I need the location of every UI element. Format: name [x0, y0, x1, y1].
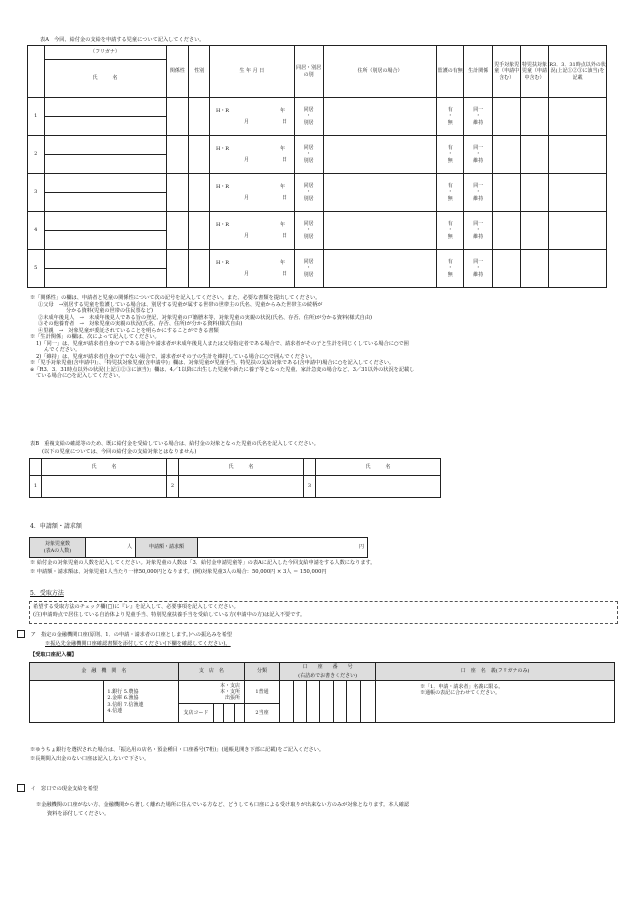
section-5-title: 5．受取方法	[30, 590, 64, 597]
table-row	[28, 174, 607, 193]
child-allowance-field[interactable]	[493, 250, 521, 288]
option-b	[17, 784, 98, 792]
account-digit[interactable]	[306, 681, 319, 723]
relation-field[interactable]	[166, 212, 189, 250]
sex-field[interactable]	[189, 174, 210, 212]
address-field[interactable]	[323, 98, 437, 136]
child-allowance-field[interactable]	[493, 98, 521, 136]
furigana-field[interactable]	[44, 98, 166, 117]
sex-field[interactable]	[189, 136, 210, 174]
cohab-select[interactable]: 同居 ・ 別居	[294, 212, 323, 250]
note-line: 分かる資料(児童の世帯の住民票など)	[66, 308, 154, 314]
note-line: ている場合に○を記入してください。	[36, 373, 124, 379]
account-type-current[interactable]: 2当座	[244, 704, 279, 723]
account-digit[interactable]	[280, 681, 293, 723]
note-line: ③その他養育者 → 対象児童の実親の状況(氏名、存否、住所)が分かる資料(様式自由)	[38, 321, 243, 327]
account-number-header: 口 座 番 号	[280, 663, 376, 672]
address-field[interactable]	[323, 250, 437, 288]
table-b-caption: 表B 重複支給の確認等のため、既に給付金を受給している場合は、給付金の対象となった児童の氏名を記入してください。	[30, 441, 319, 447]
livelihood-select[interactable]: 同一 ・ 維持	[464, 174, 493, 212]
account-digit[interactable]	[333, 681, 346, 723]
furigana-header: （フリガナ）	[44, 46, 166, 60]
custody-select[interactable]: 有 ・ 無	[437, 136, 464, 174]
special-allowance-header: 特児扶対象児童（申請中含む）	[521, 46, 549, 98]
table-row	[28, 212, 607, 231]
account-digit[interactable]	[320, 681, 333, 723]
r3-status-field[interactable]	[549, 136, 607, 174]
table-b-name-field[interactable]	[42, 476, 167, 498]
note-line: ※「R3．3．31時点以外の状況(上記①②③に該当)」欄は、4／1以降に出生した児童や新たに養子等となった児童、家計急変の場合など、3／31以外の状況を記載し	[30, 366, 415, 373]
option-a-label: ア 指定の金融機関口座(原則、1．の申請・請求者の口座とします。)への振込みを希望	[30, 631, 233, 638]
r3-status-header: R3．3．31時点以外の状況(上記①②③に該当)を記載	[549, 46, 607, 98]
custody-select[interactable]: 有 ・ 無	[437, 212, 464, 250]
bank-name-field[interactable]	[30, 681, 104, 723]
table-b-name-header: 氏 名	[316, 459, 441, 476]
note-line: ※「関係性」の欄は、申請者と児童の関係性について次の記号を記入してください。また、必要な書類を提出してください。	[30, 295, 321, 301]
special-allowance-field[interactable]	[521, 136, 549, 174]
birthdate-field[interactable]: H・R 年 月 日	[209, 250, 294, 288]
section-4-note: ※ 給付金の対象児童の人数を記入してください。対象児童の人数は「3．給付金申請児童等」の表Aに記入した今回支給申請をする人数になります。	[30, 560, 376, 566]
child-allowance-field[interactable]	[493, 136, 521, 174]
livelihood-select[interactable]: 同一 ・ 維持	[464, 250, 493, 288]
name-field[interactable]	[44, 231, 166, 250]
branch-name-header: 支 店 名	[178, 663, 244, 681]
bank-section-title: 【受取口座記入欄】	[30, 652, 77, 658]
account-holder-header: 口 座 名 義(フリガナのみ)	[376, 663, 615, 681]
option-a-note: ※振込先金融機関口座確認書類を添付してください(下欄を確認してください)。	[45, 641, 231, 647]
option-b-note: 資料を添付してください。	[47, 811, 110, 817]
furigana-field[interactable]	[44, 174, 166, 193]
section-4-note: ※ 申請額・請求額は、対象児童1人当たり一律50,000円となります。(例)対象児童3人の場合：50,000円 × 3人 ＝ 150,000円	[30, 569, 327, 575]
relation-field[interactable]	[166, 136, 189, 174]
table-b-number: 1	[30, 476, 42, 498]
table-b-number: 2	[167, 476, 179, 498]
option-a-checkbox[interactable]	[17, 630, 25, 638]
custody-header: 監護の有無	[437, 46, 464, 98]
note-line: 2)「維持」は、児童が請求者自身の子でない場合で、請求者がその子の生計を維持している場合に○で囲んでください。	[36, 353, 316, 360]
name-field[interactable]	[44, 117, 166, 136]
r3-status-field[interactable]	[549, 98, 607, 136]
r3-status-field[interactable]	[549, 174, 607, 212]
branch-code-digit[interactable]	[213, 704, 223, 723]
row-number: 5	[28, 250, 45, 288]
table-b-name-header: 氏 名	[179, 459, 304, 476]
row-number: 3	[28, 174, 45, 212]
account-number-subheader: (右詰めでお書きください)	[280, 672, 376, 681]
bank-kind-list: 1.銀行 5.農協 2.金庫 6.漁協 3.信組 7.信漁連 4.信連	[104, 681, 178, 723]
option-b-label: イ 窓口での現金支給を希望	[30, 785, 99, 792]
address-field[interactable]	[323, 136, 437, 174]
relation-field[interactable]	[166, 174, 189, 212]
table-a	[27, 45, 607, 288]
table-b-name-field[interactable]	[316, 476, 441, 498]
table-b	[29, 458, 441, 498]
furigana-field[interactable]	[44, 250, 166, 269]
row-number: 2	[28, 136, 45, 174]
birthdate-field[interactable]: H・R 年 月 日	[209, 212, 294, 250]
r3-status-field[interactable]	[549, 212, 607, 250]
note-line: んでください。	[44, 347, 81, 353]
amount-table	[29, 537, 368, 558]
section-4-title: 4．申請額・請求額	[30, 523, 82, 530]
table-row	[28, 98, 607, 117]
account-digit[interactable]	[360, 681, 376, 723]
table-row	[28, 136, 607, 155]
bank-note: ※長期間入出金のない口座は記入しないで下さい。	[30, 756, 150, 762]
furigana-field[interactable]	[44, 136, 166, 155]
row-number: 4	[28, 212, 45, 250]
livelihood-header: 生計関係	[464, 46, 493, 98]
name-header: 氏 名	[44, 60, 166, 98]
option-b-checkbox[interactable]	[17, 784, 25, 792]
branch-code-digit[interactable]	[234, 704, 244, 723]
sex-header: 性別	[189, 46, 210, 98]
custody-select[interactable]: 有 ・ 無	[437, 174, 464, 212]
table-a-notes	[30, 295, 610, 380]
amount-field[interactable]: 円	[198, 538, 368, 558]
child-allowance-field[interactable]	[493, 212, 521, 250]
bank-table	[29, 662, 615, 723]
amount-label: 申請額・請求額	[136, 538, 198, 558]
branch-code-digit[interactable]	[224, 704, 234, 723]
note-line: ④里親 → 対象児童が委託されていることを明らかにすることができる書類	[38, 327, 219, 334]
note-line: ②未成年後見人 → 未成年後見人である旨の登記、対象児童の戸籍謄本等、対象児童の実親の状況(氏名、存否、住所)が分かる資料(様式自由)	[38, 314, 373, 321]
table-row	[28, 250, 607, 269]
sex-field[interactable]	[189, 212, 210, 250]
cohab-select[interactable]: 同居 ・ 別居	[294, 174, 323, 212]
option-a	[17, 630, 232, 638]
address-field[interactable]	[323, 174, 437, 212]
special-allowance-field[interactable]	[521, 212, 549, 250]
account-holder-field[interactable]: ※「1．申請・請求者」名義に限る。 ※通帳の表記に合わせてください。	[376, 681, 615, 723]
birth-header: 生 年 月 日	[209, 46, 294, 98]
name-field[interactable]	[44, 155, 166, 174]
relation-field[interactable]	[166, 250, 189, 288]
child-allowance-field[interactable]	[493, 174, 521, 212]
child-count-label: 対象児童数 (表Aの人数)	[30, 538, 86, 558]
birthdate-field[interactable]: H・R 年 月 日	[209, 98, 294, 136]
option-b-note: ※金融機関の口座がない方、金融機関から著しく離れた場所に住んでいる方など、どうしても口座による受け取りが出来ない方のみが対象となります。本人確認	[36, 802, 410, 808]
special-allowance-field[interactable]	[521, 98, 549, 136]
note-line: ※「生計関係」の欄は、次によって記入してください。	[30, 334, 160, 340]
table-b-number: 3	[304, 476, 316, 498]
special-allowance-field[interactable]	[521, 250, 549, 288]
branch-code-label: 支店コード	[178, 704, 213, 723]
table-b-name-field[interactable]	[179, 476, 304, 498]
table-a-caption: 表A 今回、給付金の支給を申請する児童について記入してください。	[40, 37, 205, 43]
sex-field[interactable]	[189, 98, 210, 136]
bank-note: ※ゆうちょ銀行を選択された場合は、「振込用の店名・預金種目・口座番号(7桁)」(通帳見開き下部に記載)をご記入ください。	[30, 747, 325, 753]
livelihood-select[interactable]: 同一 ・ 維持	[464, 98, 493, 136]
no-header	[28, 46, 45, 98]
name-field[interactable]	[44, 269, 166, 288]
sex-field[interactable]	[189, 250, 210, 288]
name-field[interactable]	[44, 193, 166, 212]
note-line: ※「児手対象児童(含申請中)」、「特児扶対象児童(含申請中)」欄は、対象児童が児童手当、特児扶の支給対象である(含申請中)場合に○を記入してください。	[30, 360, 395, 366]
furigana-field[interactable]	[44, 212, 166, 231]
account-type-ordinary[interactable]: 1普通	[244, 681, 279, 704]
address-field[interactable]	[323, 212, 437, 250]
note-line: ①父母 →別居する児童を監護している場合は、別居する児童が属する世帯の世帯主の氏名、児童からみた世帯主の続柄が	[38, 301, 323, 308]
row-number: 1	[28, 98, 45, 136]
relation-field[interactable]	[166, 98, 189, 136]
child-allowance-header: 児手対象児童（申請中含む）	[493, 46, 521, 98]
cohab-select[interactable]: 同居 ・ 別居	[294, 98, 323, 136]
table-b-subcaption: (以下の児童については、今回の給付金の支給対象とはなりません)	[42, 449, 197, 455]
instruction-box: 希望する受取方法のチェック欄(□)に『レ』を記入して、必要事項を記入してください。 (注)申請時点で居住している自治体より児童手当、特別児童扶養手当を受給している方(申請中の方)は記入不要です。	[29, 601, 618, 624]
cohab-header: 同居・別居の別	[294, 46, 323, 98]
r3-status-field[interactable]	[549, 250, 607, 288]
special-allowance-field[interactable]	[521, 174, 549, 212]
branch-kind-list: 本・支店 本・支所 出張所	[178, 681, 244, 704]
custody-select[interactable]: 有 ・ 無	[437, 98, 464, 136]
account-digit[interactable]	[347, 681, 360, 723]
address-header: 住所（別居の場合）	[323, 46, 437, 98]
child-count-field[interactable]: 人	[86, 538, 136, 558]
table-b-name-header: 氏 名	[42, 459, 167, 476]
bank-name-header: 金 融 機 関 名	[30, 663, 179, 681]
cohab-select[interactable]: 同居 ・ 別居	[294, 250, 323, 288]
account-type-header: 分類	[244, 663, 279, 681]
note-line: 1)「同一」は、児童が請求者自身の子である場合や請求者が未成年後見人または父母指定者である場合で、請求者がその子と生計を同じくしている場合に○で囲	[36, 340, 409, 347]
account-digit[interactable]	[293, 681, 306, 723]
livelihood-select[interactable]: 同一 ・ 維持	[464, 212, 493, 250]
custody-select[interactable]: 有 ・ 無	[437, 250, 464, 288]
relation-header: 関係性	[166, 46, 189, 98]
birthdate-field[interactable]: H・R 年 月 日	[209, 136, 294, 174]
cohab-select[interactable]: 同居 ・ 別居	[294, 136, 323, 174]
livelihood-select[interactable]: 同一 ・ 維持	[464, 136, 493, 174]
birthdate-field[interactable]: H・R 年 月 日	[209, 174, 294, 212]
